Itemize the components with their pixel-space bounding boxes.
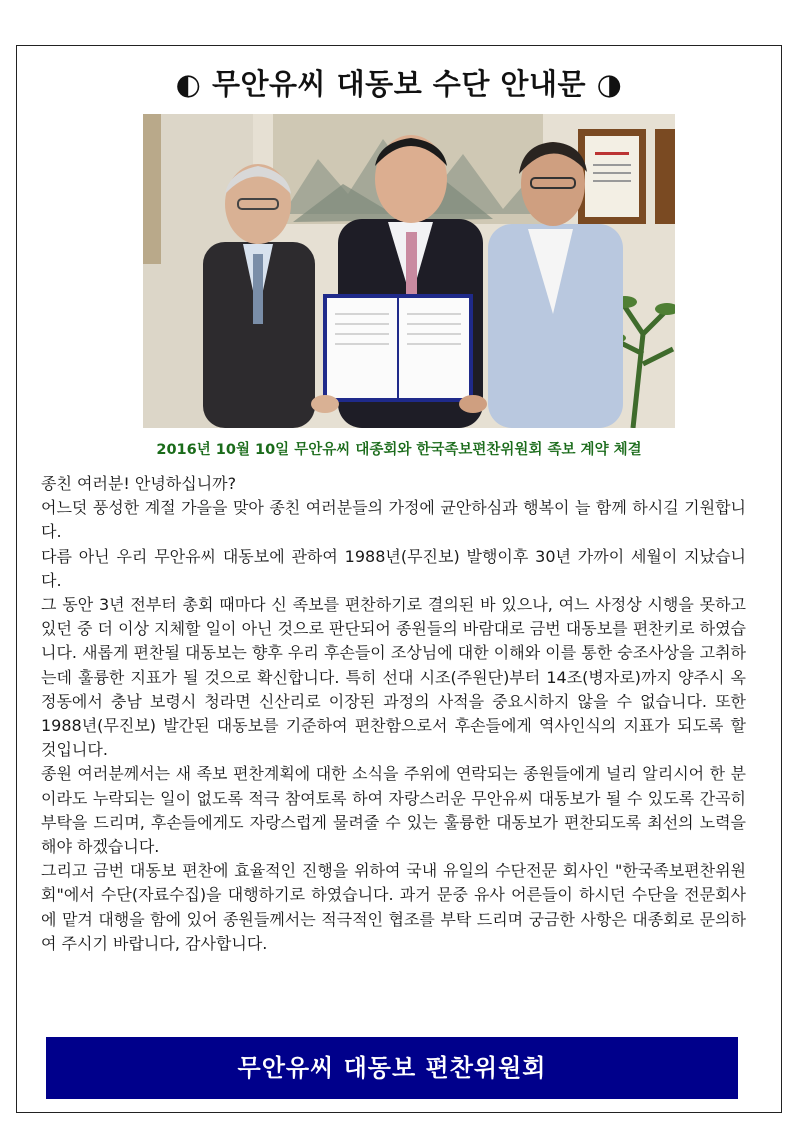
agency-paragraph: 그리고 금번 대동보 편찬에 효율적인 진행을 위하여 국내 유일의 수단전문 회사인 "한국족보편찬위원회"에서 수단(자료수집)을 대행하기로 하였습니다. 과거 문중 유사 어른들이 하시던 수단을 전문회사에 맡겨 대행을 함에 있어 종원들께서는 적극적인 협조를 부탁 드리며 궁금한 사항은 대종회로 문의하여 주시기 바랍니다, 감사합니다. [41,861,746,953]
plan-paragraph: 그 동안 3년 전부터 총회 때마다 신 족보를 편찬하기로 결의된 바 있으나, 여느 사정상 시행을 못하고 있던 중 더 이상 지체할 일이 아닌 것으로 판단되어 종원들의 바람대로 금번 대동보를 편찬키로 하였습니다. 새롭게 편찬될 대동보는 향후 우리 후손들이 조상님에 대한 이해와 이를 통한 숭조사상을 고취하는데 훌륭한 지표가 될 것으로 확신합니다. 특히 선대 시조(주원단)부터 14조(병자로)까지 양주시 옥정동에서 충남 보령시 청라면 신산리로 이장된 과정의 사적을 중요시하지 않을 수 없습니다. 또한 1988년(무진보) 발간된 대동보를 기준하여 편찬함으로서 후손들에게 역사인식의 지표가 되도록 할 것입니다. [41,595,746,760]
page-title: ◐ 무안유씨 대동보 수단 안내문 ◑ [175,67,623,101]
photo-caption: 2016년 10월 10일 무안유씨 대종회와 한국족보편찬위원회 족보 계약 체결 [156,442,642,458]
group-photo [143,114,675,428]
greeting-paragraph: 종친 여러분! 안녕하십니까? [41,474,237,493]
letter-body [41,472,746,956]
committee-banner: 무안유씨 대동보 편찬위원회 [46,1037,738,1099]
request-paragraph: 종원 여러분께서는 새 족보 편찬계획에 대한 소식을 주위에 연락되는 종원들에게 널리 알리시어 한 분이라도 누락되는 일이 없도록 적극 참여토록 하여 자랑스러운 무안유씨 대동보가 될 수 있도록 간곡히 부탁을 드리며, 후손들에게도 자랑스럽게 물려줄 수 있는 훌륭한 대동보가 편찬되도록 최선의 노력을 해야 하겠습니다. [41,764,746,857]
history-paragraph: 다름 아닌 우리 무안유씨 대동보에 관하여 1988년(무진보) 발행이후 30년 가까이 세월이 지났습니다. [41,546,746,590]
wish-paragraph: 어느덧 풍성한 계절 가을을 맞아 종친 여러분들의 가정에 균안하심과 행복이 늘 함께 하시길 기원합니다. [41,498,746,542]
